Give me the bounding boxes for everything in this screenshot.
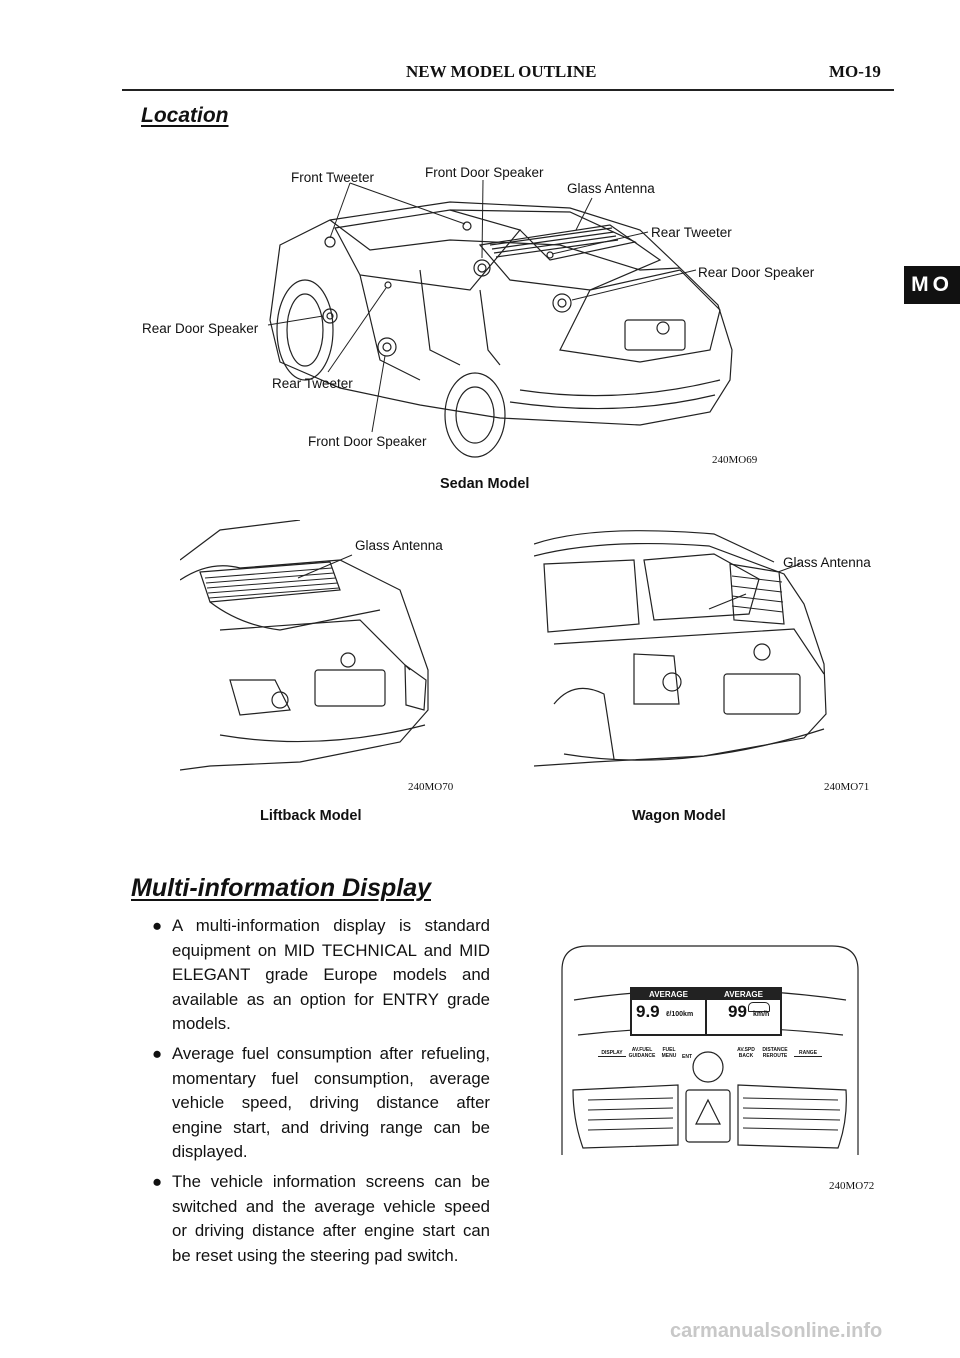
label-front-door-speaker-top: Front Door Speaker <box>425 165 544 180</box>
figure-code-wagon: 240MO71 <box>824 781 870 793</box>
lcd-right-header: AVERAGE <box>707 989 780 1000</box>
label-rear-door-speaker-left: Rear Door Speaker <box>142 321 259 336</box>
label-glass-antenna-wagon: Glass Antenna <box>783 555 871 570</box>
watermark: carmanualsonline.info <box>670 1320 883 1342</box>
label-front-door-speaker-bottom: Front Door Speaker <box>308 434 427 449</box>
section-tab: MO <box>904 266 960 304</box>
range-button[interactable]: RANGE <box>794 1050 822 1057</box>
mid-bullet-3 <box>150 1170 490 1268</box>
label-rear-tweeter-right: Rear Tweeter <box>651 225 732 240</box>
header-rule <box>122 89 894 91</box>
mid-bullet-list <box>150 914 490 1273</box>
page-number: MO-19 <box>829 62 881 81</box>
lcd-left-value: 9.9 <box>636 1002 660 1021</box>
location-heading: Location <box>141 104 229 127</box>
mid-bullet-2 <box>150 1042 490 1165</box>
label-glass-antenna-liftback: Glass Antenna <box>355 538 443 553</box>
bullet-text: A multi-information display is standard equipment on MID TECHNICAL and MID ELEGANT grade Europe models and available as an option for ENTRY grade models. <box>172 916 490 1034</box>
mid-bullet-1 <box>150 914 490 1037</box>
display-button[interactable]: DISPLAY <box>598 1050 626 1057</box>
header-title: NEW MODEL OUTLINE <box>406 62 597 81</box>
fuel-menu-button[interactable]: FUEL MENU <box>661 1047 677 1059</box>
av-spd-back-button[interactable]: AV.SPD BACK <box>737 1047 755 1059</box>
figure-code-liftback: 240MO70 <box>408 781 454 793</box>
caption-wagon: Wagon Model <box>632 808 726 824</box>
lcd-screen <box>630 987 782 1036</box>
lcd-divider <box>705 989 707 1034</box>
distance-reroute-button[interactable]: DISTANCE REROUTE <box>762 1047 788 1059</box>
label-rear-door-speaker-right: Rear Door Speaker <box>698 265 815 280</box>
label-glass-antenna-sedan: Glass Antenna <box>567 181 655 196</box>
ent-button[interactable]: ENT <box>682 1054 692 1060</box>
bullet-dot: ● <box>152 1171 163 1191</box>
caption-liftback: Liftback Model <box>260 808 362 824</box>
figure-code-mid: 240MO72 <box>829 1180 875 1192</box>
bullet-dot: ● <box>152 916 163 935</box>
figure-code-sedan: 240MO69 <box>712 454 758 466</box>
lcd-right-unit: km/h <box>753 1011 770 1018</box>
liftback-illustration <box>180 520 460 790</box>
lcd-left-header: AVERAGE <box>632 989 705 1000</box>
bullet-dot: ● <box>152 1043 163 1063</box>
mid-heading: Multi-information Display <box>131 874 431 902</box>
lcd-right-value: 99 <box>728 1002 747 1021</box>
lcd-left-unit: ℓ/100km <box>666 1011 694 1018</box>
bullet-text: Average fuel consumption after refueling, momentary fuel consumption, average vehicle speed, driving distance after engine start, and driving range can be displayed. <box>172 1043 490 1162</box>
label-front-tweeter: Front Tweeter <box>291 170 375 185</box>
label-rear-tweeter-left: Rear Tweeter <box>272 376 353 391</box>
av-fuel-guidance-button[interactable]: AV.FUEL GUIDANCE <box>628 1047 656 1059</box>
sedan-illustration <box>120 150 840 470</box>
caption-sedan: Sedan Model <box>440 476 530 492</box>
bullet-text: The vehicle information screens can be switched and the average vehicle speed or driving distance after engine start can be reset using the steering pad switch. <box>172 1171 490 1265</box>
mid-button-row <box>598 1047 824 1065</box>
